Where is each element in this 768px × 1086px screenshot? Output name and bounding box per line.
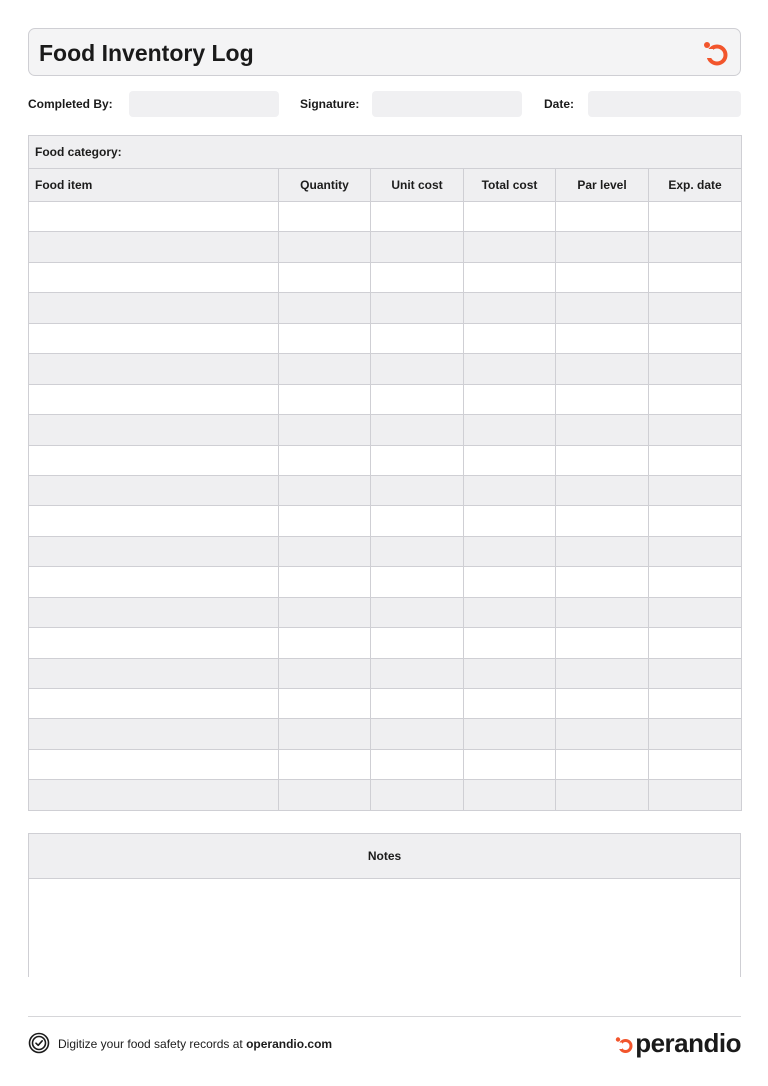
operandio-logo-icon [702,40,730,68]
table-cell[interactable] [649,658,742,688]
inventory-table [28,135,742,811]
table-cell[interactable] [279,384,371,414]
table-cell[interactable] [279,262,371,292]
table-cell[interactable] [279,689,371,719]
table-cell[interactable] [464,354,556,384]
table-cell[interactable] [464,749,556,779]
table-cell[interactable] [371,658,464,688]
table-cell[interactable] [464,323,556,353]
table-cell[interactable] [556,749,649,779]
table-cell[interactable] [29,445,279,475]
table-cell[interactable] [649,293,742,323]
column-header-quantity: Quantity [279,169,371,202]
table-cell[interactable] [371,202,464,232]
table-cell[interactable] [649,262,742,292]
table-cell[interactable] [556,658,649,688]
operandio-logo [614,1028,741,1058]
table-cell[interactable] [464,780,556,810]
table-cell[interactable] [464,506,556,536]
table-cell[interactable] [371,536,464,566]
table-cell[interactable] [649,506,742,536]
signature-field[interactable] [372,91,522,117]
table-header-row [29,169,742,202]
table-cell[interactable] [464,597,556,627]
table-cell[interactable] [556,628,649,658]
table-cell[interactable] [556,780,649,810]
table-cell[interactable] [464,202,556,232]
table-cell[interactable] [371,384,464,414]
table-cell[interactable] [371,293,464,323]
table-cell[interactable] [556,536,649,566]
footer-prefix: Digitize your food safety records at [58,1037,247,1051]
table-cell[interactable] [649,689,742,719]
operandio-o-icon [614,1035,634,1055]
table-cell[interactable] [556,323,649,353]
table-cell[interactable] [649,780,742,810]
table-cell[interactable] [279,536,371,566]
table-cell[interactable] [649,628,742,658]
table-cell[interactable] [649,597,742,627]
table-cell[interactable] [649,232,742,262]
table-cell[interactable] [371,749,464,779]
notes-field[interactable] [29,879,740,977]
table-cell[interactable] [29,597,279,627]
table-cell[interactable] [29,749,279,779]
table-cell[interactable] [29,262,279,292]
table-cell[interactable] [464,445,556,475]
table-cell[interactable] [29,475,279,505]
table-cell[interactable] [556,445,649,475]
table-cell[interactable] [464,293,556,323]
table-cell[interactable] [29,232,279,262]
notes-label: Notes [29,834,740,879]
table-row [29,354,742,384]
table-row [29,384,742,414]
title-bar [28,28,741,76]
date-field[interactable] [588,91,741,117]
date-label: Date: [544,97,575,111]
table-cell[interactable] [556,719,649,749]
table-cell[interactable] [279,719,371,749]
table-row [29,536,742,566]
table-cell[interactable] [556,232,649,262]
table-cell[interactable] [556,354,649,384]
table-cell[interactable] [556,475,649,505]
table-cell[interactable] [649,719,742,749]
table-cell[interactable] [279,658,371,688]
table-cell[interactable] [371,354,464,384]
table-cell[interactable] [29,202,279,232]
table-cell[interactable] [29,536,279,566]
table-cell[interactable] [464,232,556,262]
table-cell[interactable] [649,384,742,414]
table-row [29,749,742,779]
table-cell[interactable] [556,689,649,719]
table-row [29,323,742,353]
table-cell[interactable] [371,475,464,505]
table-row [29,475,742,505]
table-cell[interactable] [279,293,371,323]
table-cell[interactable] [371,719,464,749]
table-cell[interactable] [649,415,742,445]
table-cell[interactable] [279,475,371,505]
table-cell[interactable] [649,202,742,232]
table-cell[interactable] [279,567,371,597]
table-cell[interactable] [464,628,556,658]
notes-section [28,833,741,977]
footer-divider [28,1016,741,1017]
table-row [29,628,742,658]
table-cell[interactable] [371,780,464,810]
table-cell[interactable] [371,415,464,445]
page-title: Food Inventory Log [39,40,254,66]
meta-row [0,90,768,118]
table-row [29,506,742,536]
table-cell[interactable] [371,232,464,262]
table-cell[interactable] [649,323,742,353]
table-cell[interactable] [649,354,742,384]
table-cell[interactable] [649,749,742,779]
table-row [29,232,742,262]
table-cell[interactable] [279,415,371,445]
table-cell[interactable] [29,689,279,719]
table-cell[interactable] [29,719,279,749]
table-cell[interactable] [556,262,649,292]
table-body [29,202,742,811]
table-cell[interactable] [29,658,279,688]
table-cell[interactable] [464,658,556,688]
table-cell[interactable] [464,262,556,292]
completed-by-label: Completed By: [28,97,113,111]
table-cell[interactable] [371,628,464,658]
table-row [29,780,742,810]
table-cell[interactable] [279,628,371,658]
table-row [29,689,742,719]
table-cell[interactable] [279,506,371,536]
table-cell[interactable] [464,689,556,719]
table-row [29,597,742,627]
table-cell[interactable] [279,323,371,353]
completed-by-field[interactable] [129,91,279,117]
table-cell[interactable] [556,597,649,627]
table-row [29,415,742,445]
table-cell[interactable] [464,415,556,445]
food-category-label[interactable]: Food category: [29,136,742,169]
table-cell[interactable] [29,354,279,384]
operandio-logo-text: perandio [635,1027,741,1058]
table-cell[interactable] [649,475,742,505]
table-cell[interactable] [649,536,742,566]
check-circle-icon [28,1032,50,1054]
footer-text [58,1037,332,1051]
column-header-total-cost: Total cost [464,169,556,202]
table-cell[interactable] [556,415,649,445]
table-cell[interactable] [371,323,464,353]
table-cell[interactable] [29,567,279,597]
table-cell[interactable] [279,597,371,627]
table-cell[interactable] [29,628,279,658]
table-cell[interactable] [279,232,371,262]
table-cell[interactable] [29,384,279,414]
table-row [29,658,742,688]
column-header-food-item: Food item [29,169,279,202]
table-cell[interactable] [29,506,279,536]
table-cell[interactable] [371,597,464,627]
table-cell[interactable] [371,445,464,475]
table-row [29,719,742,749]
column-header-exp-date: Exp. date [649,169,742,202]
column-header-par-level: Par level [556,169,649,202]
table-cell[interactable] [649,445,742,475]
table-cell[interactable] [464,384,556,414]
footer-link[interactable]: operandio.com [246,1037,333,1051]
table-cell[interactable] [279,354,371,384]
table-row [29,445,742,475]
table-cell[interactable] [556,202,649,232]
table-row [29,262,742,292]
table-cell[interactable] [371,689,464,719]
table-cell[interactable] [464,719,556,749]
table-row [29,293,742,323]
column-header-unit-cost: Unit cost [371,169,464,202]
food-category-row [29,136,742,169]
table-cell[interactable] [279,202,371,232]
table-cell[interactable] [29,415,279,445]
table-cell[interactable] [649,567,742,597]
table-cell[interactable] [279,780,371,810]
table-cell[interactable] [371,506,464,536]
table-row [29,202,742,232]
table-cell[interactable] [29,293,279,323]
table-cell[interactable] [279,749,371,779]
table-cell[interactable] [279,445,371,475]
table-cell[interactable] [556,506,649,536]
table-cell[interactable] [556,293,649,323]
table-cell[interactable] [29,780,279,810]
table-cell[interactable] [464,536,556,566]
table-cell[interactable] [371,567,464,597]
table-cell[interactable] [556,567,649,597]
table-cell[interactable] [556,384,649,414]
table-cell[interactable] [464,567,556,597]
table-cell[interactable] [29,323,279,353]
table-row [29,567,742,597]
table-cell[interactable] [464,475,556,505]
signature-label: Signature: [300,97,360,111]
table-cell[interactable] [371,262,464,292]
